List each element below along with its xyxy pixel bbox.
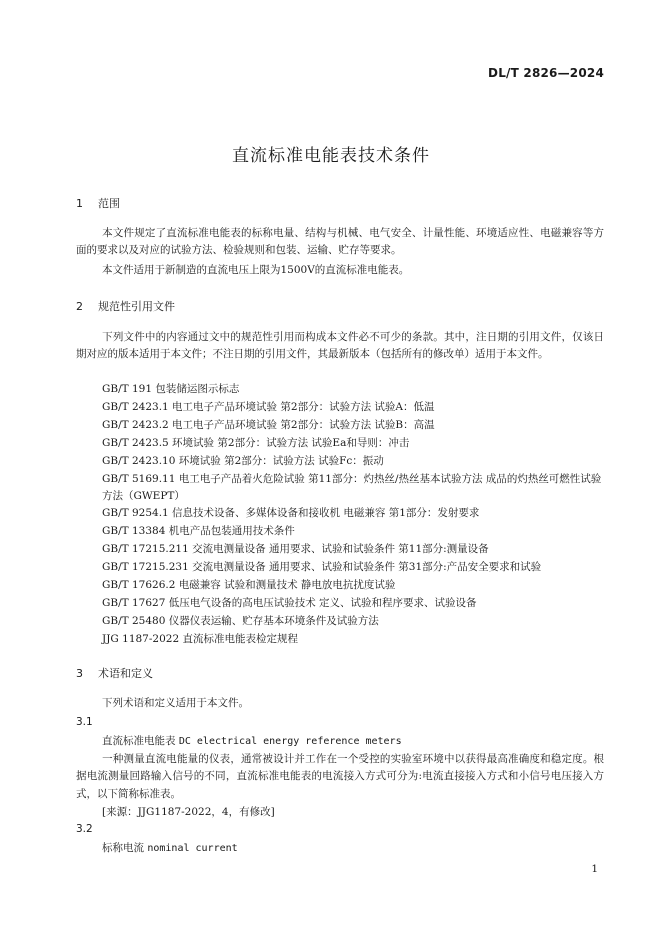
term-number: 3.2 — [76, 823, 93, 835]
page-number: 1 — [591, 863, 598, 875]
section-number: 1 — [76, 197, 83, 210]
references-intro: 下列文件中的内容通过文中的规范性引用而构成本文件必不可少的条款。其中，注日期的引用文件，仅该日期对应的版本适用于本文件；不注日期的引用文件，其最新版本（包括所有的修改单）适用于本文件。 — [76, 331, 604, 361]
reference-item: GB/T 13384 机电产品包装通用技术条件 — [102, 525, 295, 537]
reference-item: GB/T 25480 仪器仪表运输、贮存基本环境条件及试验方法 — [102, 615, 379, 627]
section-title: 规范性引用文件 — [98, 300, 175, 313]
standard-code: DL/T 2826—2024 — [488, 66, 604, 80]
section-heading-scope — [76, 195, 120, 211]
reference-item: GB/T 17215.231 交流电测量设备 通用要求、试验和试验条件 第31部分:产品安全要求和试验 — [102, 561, 542, 573]
section-heading-references — [76, 298, 175, 314]
reference-item: GB/T 2423.10 环境试验 第2部分：试验方法 试验Fc：振动 — [102, 455, 384, 467]
reference-item: GB/T 2423.1 电工电子产品环境试验 第2部分：试验方法 试验A：低温 — [102, 401, 435, 413]
reference-item: JJG 1187-2022 直流标准电能表检定规程 — [102, 633, 298, 645]
reference-item: GB/T 191 包装储运图示标志 — [102, 383, 240, 395]
term-definition: 一种测量直流电能量的仪表，通常被设计并工作在一个受控的实验室环境中以获得最高准确度和稳定度。根据电流测量回路输入信号的不同，直流标准电能表的电流接入方式可分为:电流直接接入方式和小信号电压接入方式，以下简称标准表。 — [76, 753, 604, 800]
reference-item: GB/T 2423.5 环境试验 第2部分：试验方法 试验Ea和导则：冲击 — [102, 437, 410, 449]
term-number: 3.1 — [76, 716, 93, 728]
reference-item: GB/T 5169.11 电工电子产品着火危险试验 第11部分：灼热丝/热丝基本试验方法 成品的灼热丝可燃性试验方法（GWEPT） — [102, 473, 602, 503]
reference-item: GB/T 9254.1 信息技术设备、多媒体设备和接收机 电磁兼容 第1部分：发射要求 — [102, 507, 480, 519]
scope-paragraph: 本文件适用于新制造的直流电压上限为1500V的直流标准电能表。 — [102, 264, 410, 276]
section-number: 2 — [76, 300, 83, 313]
term-source: [来源：JJG1187-2022，4，有修改] — [102, 806, 275, 818]
section-title: 范围 — [98, 197, 120, 210]
reference-item: GB/T 17215.211 交流电测量设备 通用要求、试验和试验条件 第11部分:测量设备 — [102, 543, 489, 555]
terms-intro: 下列术语和定义适用于本文件。 — [102, 697, 249, 709]
section-heading-terms — [76, 665, 153, 681]
section-title: 术语和定义 — [98, 667, 153, 680]
term-title: 直流标准电能表 DC electrical energy reference meters — [102, 735, 402, 747]
section-number: 3 — [76, 667, 83, 680]
term-title: 标称电流 nominal current — [102, 842, 238, 854]
reference-item: GB/T 17626.2 电磁兼容 试验和测量技术 静电放电抗扰度试验 — [102, 579, 396, 591]
reference-item: GB/T 17627 低压电气设备的高电压试验技术 定义、试验和程序要求、试验设备 — [102, 597, 477, 609]
scope-paragraph: 本文件规定了直流标准电能表的标称电量、结构与机械、电气安全、计量性能、环境适应性、电磁兼容等方面的要求以及对应的试验方法、检验规则和包装、运输、贮存等要求。 — [76, 227, 604, 257]
document-title: 直流标准电能表技术条件 — [232, 146, 430, 166]
reference-item: GB/T 2423.2 电工电子产品环境试验 第2部分：试验方法 试验B：高温 — [102, 419, 435, 431]
